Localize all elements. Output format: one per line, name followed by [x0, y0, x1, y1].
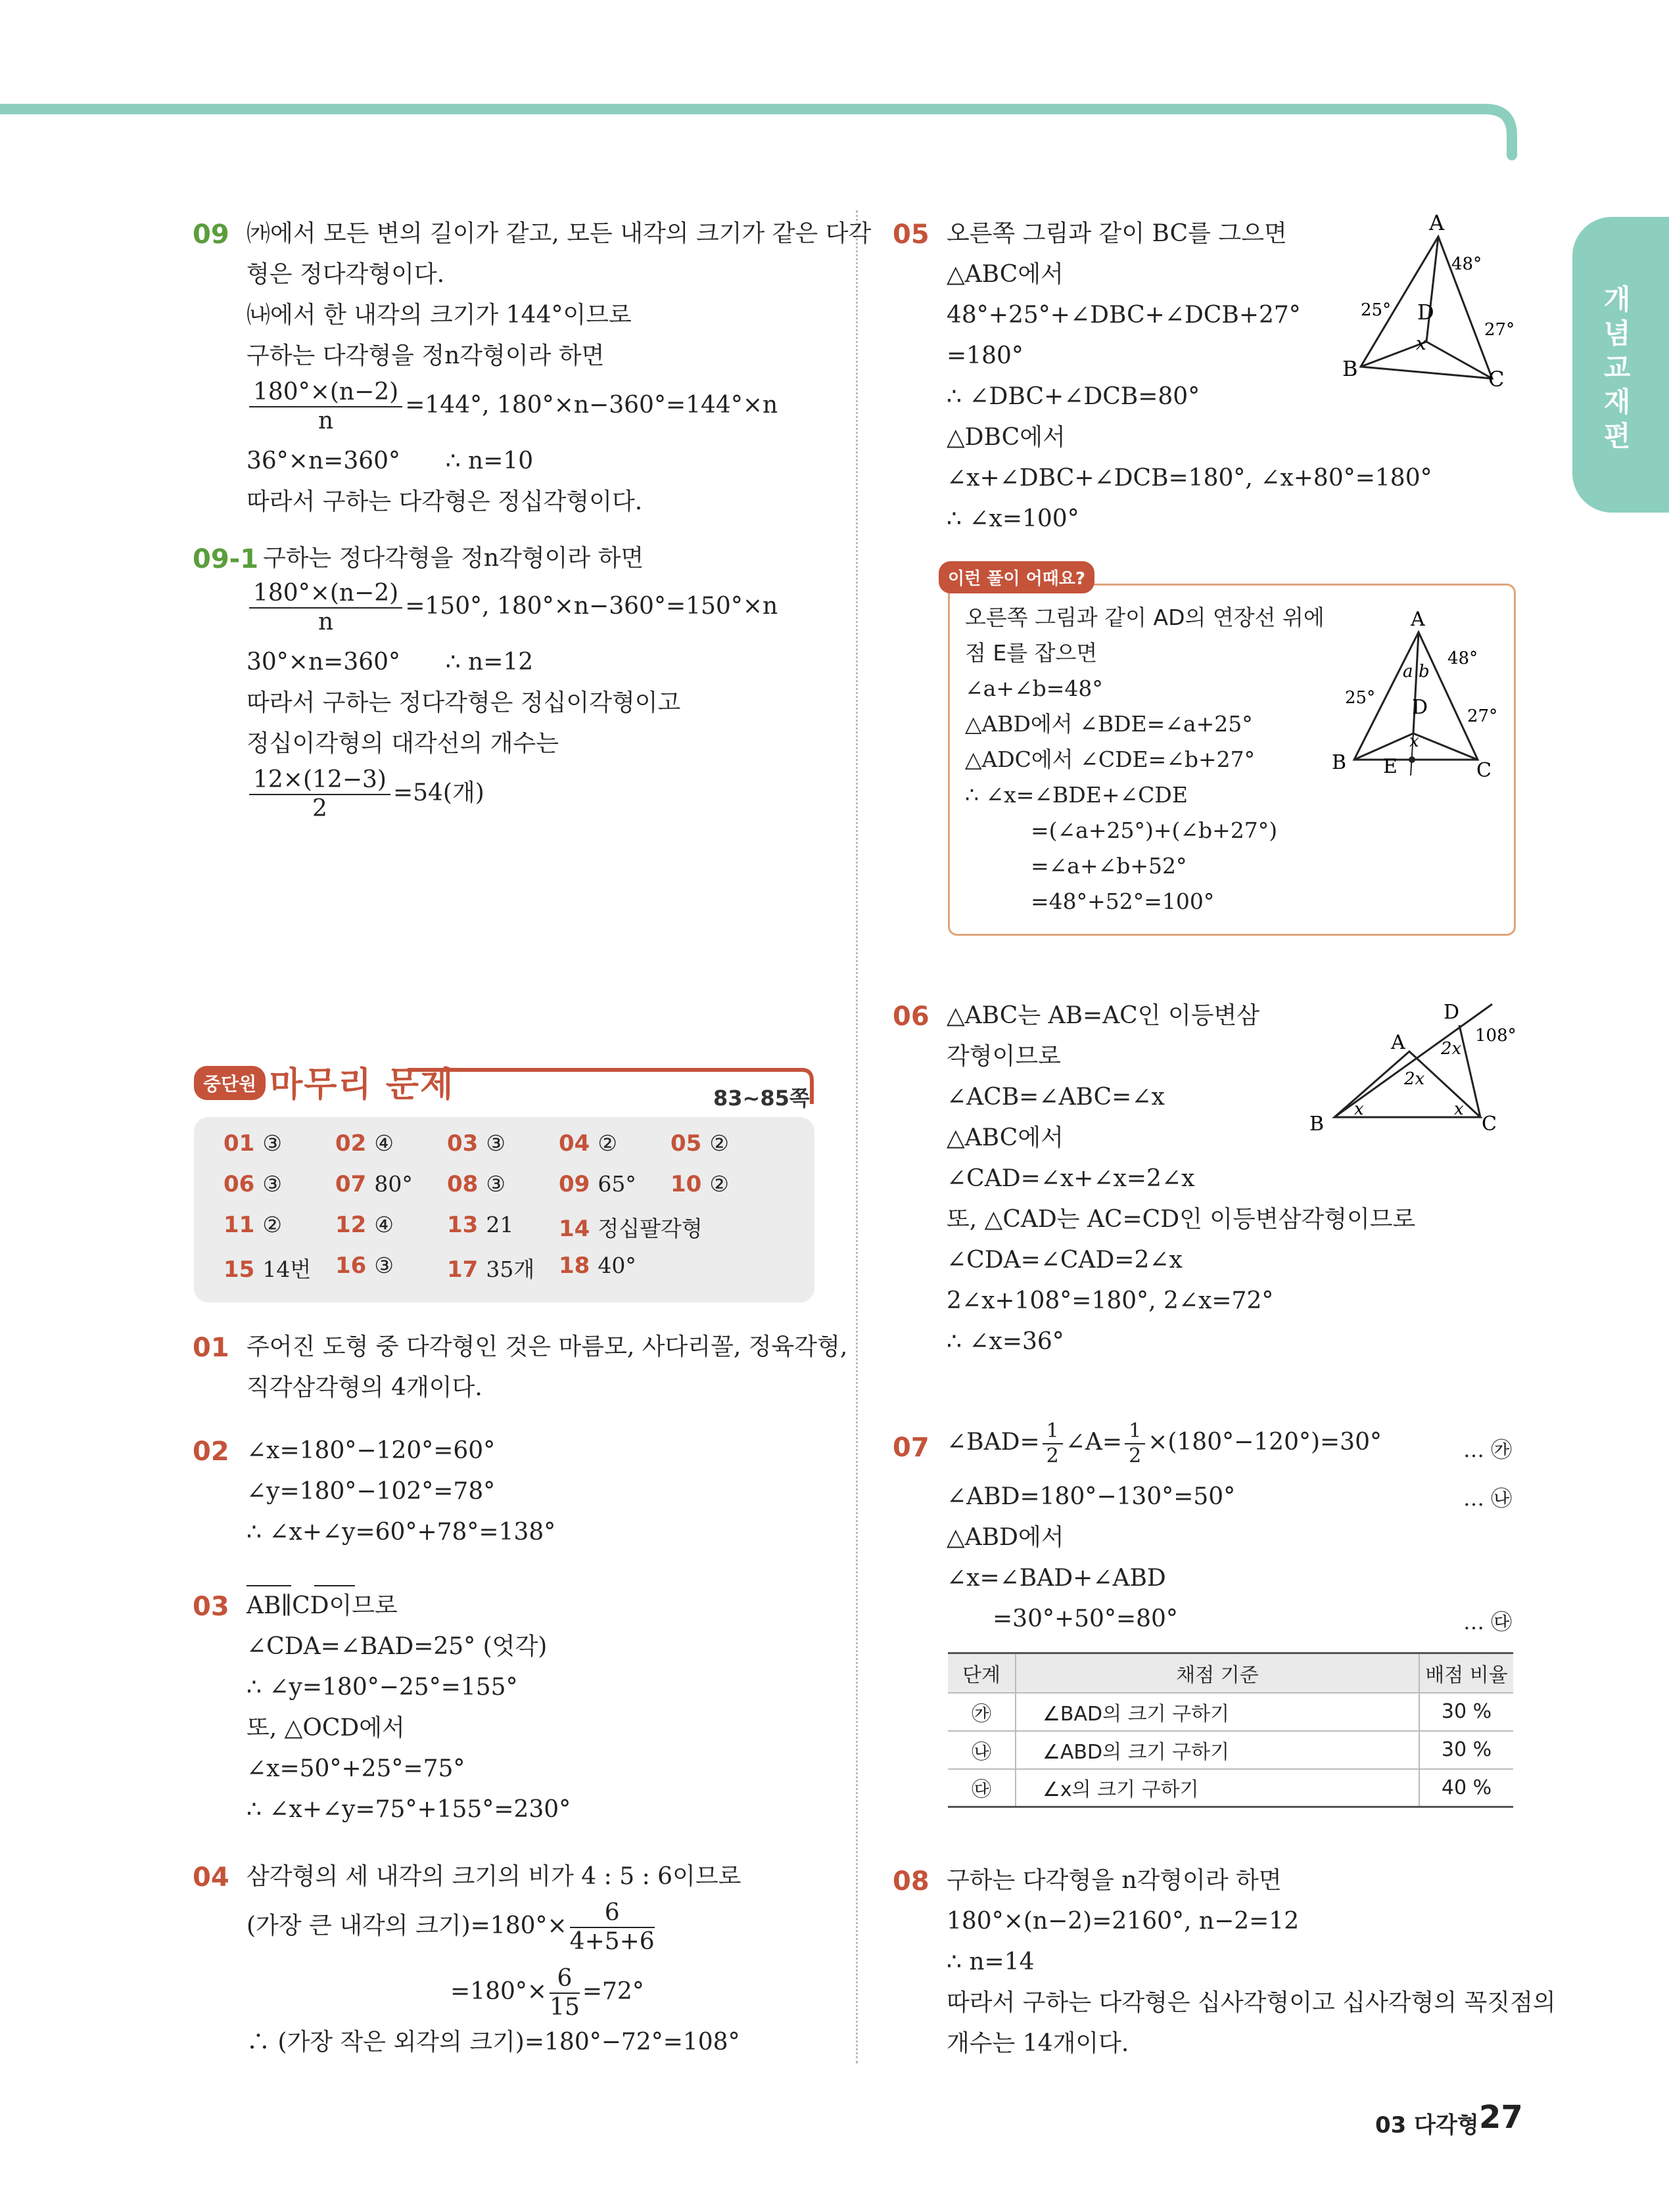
answer-value: ③ [262, 1130, 282, 1156]
fig05-angle-48: 48° [1451, 254, 1482, 274]
q05-line5: ∴ ∠DBC+∠DCB=80° [947, 383, 1200, 410]
answer-number: 17 [447, 1256, 479, 1283]
answer-item [223, 1212, 282, 1238]
header-bar [0, 99, 1525, 164]
answer-value: ③ [486, 1171, 505, 1197]
tip-line9: =48°+52°=100° [1031, 888, 1215, 914]
q05-line1: 오른쪽 그림과 같이 BC를 그으면 [947, 220, 1287, 247]
fig06-angle-cad: 2x [1404, 1069, 1425, 1089]
table-row [948, 1769, 1513, 1807]
q04-frac2-num: 6 [550, 1965, 580, 1994]
answer-item [335, 1253, 394, 1279]
figtip-label-c: C [1476, 759, 1492, 782]
q07-half1-num: 1 [1043, 1419, 1063, 1444]
p09-line2: 형은 정다각형이다. [247, 261, 445, 288]
answer-number: 13 [447, 1212, 479, 1238]
p09-fraction-eq [247, 379, 778, 435]
answer-value: ② [709, 1130, 729, 1156]
q07-half2-num: 1 [1125, 1419, 1145, 1444]
q05-line2: △ABC에서 [947, 261, 1064, 288]
column-divider [856, 210, 858, 2063]
figure-tip [1328, 605, 1505, 789]
answer-number: 09 [559, 1171, 590, 1197]
q04-line3-text: =180°× [450, 1978, 548, 2005]
answer-value: 80° [374, 1171, 413, 1197]
q07-line5: =30°+50°=80° [993, 1605, 1178, 1632]
answer-number: 02 [335, 1130, 367, 1157]
section-tab-label: 개념교재편 [1603, 283, 1631, 452]
q06-line9: ∴ ∠x=36° [947, 1328, 1064, 1355]
figtip-label-x: x [1409, 731, 1419, 751]
q03-line4: 또, △OCD에서 [247, 1715, 405, 1741]
scoring-ratio: 40 % [1441, 1776, 1492, 1799]
answer-value: 40° [598, 1253, 636, 1278]
q03-line6: ∴ ∠x+∠y=75°+155°=230° [247, 1796, 571, 1823]
q07-mark-1: … ㉮ [1463, 1437, 1513, 1462]
tip-line3: ∠a+∠b=48° [965, 676, 1103, 701]
answer-number: 18 [559, 1253, 590, 1279]
fig06-angle-108: 108° [1475, 1026, 1516, 1046]
scoring-step: ㉮ [948, 1693, 1016, 1731]
problem-01-number: 01 [193, 1333, 229, 1363]
answer-value: 35개 [486, 1256, 535, 1282]
q07-line1-b: ∠A= [1065, 1429, 1123, 1456]
answer-number: 12 [335, 1212, 367, 1238]
q05-line4: =180° [947, 342, 1023, 369]
q03-line2: ∠CDA=∠BAD=25° (엇각) [247, 1633, 548, 1660]
answer-number: 07 [335, 1171, 367, 1197]
figure-05 [1341, 210, 1551, 394]
figtip-angle-27: 27° [1467, 706, 1498, 726]
q06-line1: △ABC는 AB=AC인 이등변삼 [947, 1002, 1260, 1029]
answer-number: 06 [223, 1171, 255, 1197]
tip-line7: =(∠a+25°)+(∠b+27°) [1031, 818, 1278, 843]
fig06-angle-b-x: x [1354, 1099, 1364, 1119]
answer-item [559, 1130, 617, 1157]
scoring-step: ㉯ [948, 1731, 1016, 1769]
p091-frac2-num: 12×(12−3) [249, 766, 390, 795]
tip-line4: △ABD에서 ∠BDE=∠a+25° [965, 711, 1253, 737]
q04-line1: 삼각형의 세 내각의 크기의 비가 4 : 5 : 6이므로 [247, 1863, 741, 1890]
answer-number: 15 [223, 1256, 255, 1283]
answer-number: 16 [335, 1253, 367, 1279]
figtip-label-b-angle: b [1419, 662, 1430, 681]
fig05-label-x: x [1416, 333, 1426, 354]
fig06-label-c: C [1482, 1113, 1497, 1136]
answer-value: ② [709, 1171, 729, 1197]
fig06-label-d: D [1444, 1001, 1460, 1024]
tip-line6: ∴ ∠x=∠BDE+∠CDE [965, 782, 1188, 808]
q04-line2-text: (가장 큰 내각의 크기)=180°× [247, 1912, 567, 1939]
fig05-angle-25: 25° [1361, 300, 1392, 320]
answer-item [559, 1253, 636, 1279]
problem-09-number: 09 [193, 219, 229, 250]
answer-value: ④ [374, 1212, 394, 1237]
scoring-ratio: 30 % [1441, 1700, 1492, 1723]
figure-06 [1308, 999, 1538, 1143]
p09-line1: ㈎에서 모든 변의 길이가 같고, 모든 내각의 크기가 같은 다각 [247, 220, 872, 247]
figtip-label-a-angle: a [1403, 662, 1413, 681]
problem-09-1-number: 09-1 [193, 544, 259, 574]
q04-line3-result: =72° [582, 1978, 644, 2005]
table-row [948, 1693, 1513, 1731]
q07-line3: △ABD에서 [947, 1524, 1064, 1551]
q03-line3: ∴ ∠y=180°−25°=155° [247, 1674, 518, 1701]
page-number: 27 [1479, 2099, 1523, 2136]
q07-line1-a: ∠BAD= [947, 1429, 1040, 1456]
answer-number: 03 [447, 1130, 479, 1157]
q08-line1: 구하는 다각형을 n각형이라 하면 [947, 1867, 1282, 1894]
q08-line3: ∴ n=14 [947, 1948, 1035, 1975]
p09-line6: 따라서 구하는 다각형은 정십각형이다. [247, 488, 643, 515]
scoring-header-criteria: 채점 기준 [1016, 1653, 1419, 1693]
q07-mark-3: … ㉰ [1463, 1609, 1513, 1634]
q08-line5: 개수는 14개이다. [947, 2030, 1129, 2057]
problem-06-number: 06 [893, 1002, 929, 1032]
q06-line7: ∠CDA=∠CAD=2∠x [947, 1247, 1183, 1274]
q04-line2 [247, 1899, 657, 1956]
q07-line1 [947, 1419, 1382, 1468]
problem-05-number: 05 [893, 219, 929, 250]
review-badge: 중단원 [194, 1066, 266, 1100]
scoring-criteria: ∠x의 크기 구하기 [1016, 1769, 1419, 1807]
p091-frac-den: n [318, 609, 334, 635]
q08-line2: 180°×(n−2)=2160°, n−2=12 [947, 1908, 1300, 1935]
answer-number: 14 [559, 1216, 590, 1242]
p091-frac2-rest: =54(개) [392, 779, 484, 806]
fig06-angle-cda: 2x [1441, 1039, 1462, 1059]
scoring-criteria: ∠ABD의 크기 구하기 [1016, 1731, 1419, 1769]
q05-line3: 48°+25°+∠DBC+∠DCB+27° [947, 302, 1301, 329]
q02-line3: ∴ ∠x+∠y=60°+78°=138° [247, 1519, 556, 1546]
answer-item [559, 1171, 636, 1197]
problem-07-number: 07 [893, 1433, 929, 1463]
p091-frac-num: 180°×(n−2) [249, 580, 402, 609]
p09-frac-num: 180°×(n−2) [249, 379, 402, 407]
q05-line7: ∠x+∠DBC+∠DCB=180°, ∠x+80°=180° [947, 465, 1432, 492]
q04-frac1-den: 4+5+6 [569, 1928, 655, 1955]
answer-number: 05 [670, 1130, 702, 1157]
q07-line1-c: ×(180°−120°)=30° [1148, 1429, 1382, 1456]
answer-number: 11 [223, 1212, 255, 1238]
figtip-label-b: B [1332, 751, 1347, 774]
q03-arrow-ab [247, 1585, 291, 1586]
p091-frac-rest: =150°, 180°×n−360°=150°×n [405, 593, 778, 620]
fig06-label-b: B [1309, 1113, 1325, 1136]
answer-item [335, 1171, 413, 1197]
figtip-label-e: E [1383, 755, 1398, 778]
q03-line5: ∠x=50°+25°=75° [247, 1755, 465, 1782]
review-title: 마무리 문제 [270, 1065, 455, 1105]
answer-value: ③ [486, 1130, 505, 1156]
answer-item [447, 1253, 534, 1283]
p091-fraction2-eq [247, 766, 484, 823]
p09-frac-den: n [318, 407, 334, 434]
p09-frac-rest: =144°, 180°×n−360°=144°×n [405, 392, 778, 419]
answer-item [670, 1130, 729, 1157]
tip-tag: 이런 풀이 어때요? [939, 561, 1094, 593]
q07-line4: ∠x=∠BAD+∠ABD [947, 1565, 1166, 1592]
scoring-header-ratio: 배점 비율 [1425, 1663, 1508, 1687]
q04-frac2-den: 15 [550, 1994, 580, 2021]
q03-arrow-cd [314, 1585, 355, 1586]
answer-value: ④ [374, 1130, 394, 1156]
fig06-angle-c-x: x [1454, 1099, 1464, 1119]
q06-line8: 2∠x+108°=180°, 2∠x=72° [947, 1287, 1274, 1314]
answer-value: ③ [374, 1253, 394, 1278]
problem-03-number: 03 [193, 1592, 229, 1622]
p09-line5: 36°×n=360° ∴ n=10 [247, 448, 534, 474]
p091-line1: 구하는 정다각형을 정n각형이라 하면 [263, 545, 644, 572]
answer-number: 10 [670, 1171, 702, 1197]
q01-line2: 직각삼각형의 4개이다. [247, 1374, 482, 1401]
answer-item [447, 1171, 505, 1197]
q06-line5: ∠CAD=∠x+∠x=2∠x [947, 1165, 1195, 1192]
p091-frac2-den: 2 [312, 795, 327, 822]
answer-value: 14번 [262, 1256, 312, 1282]
q02-line1: ∠x=180°−120°=60° [247, 1437, 496, 1464]
q01-line1: 주어진 도형 중 다각형인 것은 마름모, 사다리꼴, 정육각형, [247, 1333, 848, 1360]
q07-mark-2: … ㉯ [1463, 1486, 1513, 1511]
q04-frac1-num: 6 [570, 1899, 655, 1928]
answer-value: ② [598, 1130, 617, 1156]
scoring-header-step: 단계 [948, 1653, 1016, 1693]
footer-chapter: 03 다각형 [1375, 2112, 1479, 2138]
q05-line6: △DBC에서 [947, 424, 1066, 451]
problem-08-number: 08 [893, 1866, 929, 1897]
p091-line4: 따라서 구하는 정다각형은 정십이각형이고 [247, 689, 681, 716]
figtip-label-d: D [1412, 696, 1428, 719]
q06-line4: △ABC에서 [947, 1124, 1064, 1151]
fig05-angle-27: 27° [1484, 320, 1515, 340]
answer-number: 01 [223, 1130, 255, 1157]
answer-value: 65° [598, 1171, 636, 1197]
tip-line8: =∠a+∠b+52° [1031, 853, 1187, 879]
p09-line4: 구하는 다각형을 정n각형이라 하면 [247, 342, 605, 369]
fig05-label-c: C [1488, 367, 1505, 392]
q04-line3 [450, 1965, 644, 2021]
answer-item [670, 1171, 729, 1197]
q06-line6: 또, △CAD는 AC=CD인 이등변삼각형이므로 [947, 1206, 1416, 1233]
q04-line4: ∴ (가장 작은 외각의 크기)=180°−72°=108° [247, 2029, 740, 2056]
answer-item [223, 1171, 282, 1197]
problem-02-number: 02 [193, 1437, 229, 1467]
answer-value: ② [262, 1212, 282, 1237]
fig05-label-d: D [1417, 300, 1434, 325]
review-pages: 83~85쪽 [713, 1086, 810, 1111]
table-row [948, 1731, 1513, 1769]
figtip-label-a: A [1411, 608, 1425, 631]
figtip-angle-25: 25° [1345, 688, 1376, 708]
answer-item [447, 1212, 513, 1238]
answer-number: 08 [447, 1171, 479, 1197]
fig05-label-b: B [1342, 356, 1358, 381]
q07-half2-den: 2 [1129, 1444, 1142, 1467]
tip-line1: 오른쪽 그림과 같이 AD의 연장선 위에 [965, 605, 1325, 630]
q06-line2: 각형이므로 [947, 1043, 1061, 1070]
q07-line2: ∠ABD=180°−130°=50° [947, 1483, 1236, 1510]
q02-line2: ∠y=180°−102°=78° [247, 1478, 496, 1505]
answer-item [447, 1130, 505, 1157]
q05-line8: ∴ ∠x=100° [947, 505, 1079, 532]
answer-item [335, 1130, 394, 1157]
answer-number: 04 [559, 1130, 590, 1157]
q03-line1: AB∥CD이므로 [247, 1592, 398, 1619]
answer-value: ③ [262, 1171, 282, 1197]
answer-value: 정십팔각형 [598, 1216, 703, 1241]
problem-04-number: 04 [193, 1862, 229, 1893]
answer-value: 21 [486, 1212, 514, 1237]
scoring-table [948, 1652, 1513, 1808]
answer-item [223, 1253, 311, 1283]
p091-fraction-eq [247, 580, 778, 636]
fig05-label-a: A [1429, 210, 1445, 235]
figtip-angle-48: 48° [1447, 649, 1478, 668]
fig06-label-a: A [1391, 1031, 1405, 1054]
answer-item [335, 1212, 394, 1238]
scoring-criteria: ∠BAD의 크기 구하기 [1016, 1693, 1419, 1731]
scoring-step: ㉰ [948, 1769, 1016, 1807]
p091-line3: 30°×n=360° ∴ n=12 [247, 649, 534, 676]
tip-line5: △ADC에서 ∠CDE=∠b+27° [965, 747, 1256, 772]
answer-item [559, 1212, 703, 1243]
p09-line3: ㈏에서 한 내각의 크기가 144°이므로 [247, 302, 632, 329]
scoring-ratio: 30 % [1441, 1738, 1492, 1761]
q08-line4: 따라서 구하는 다각형은 십사각형이고 십사각형의 꼭짓점의 [947, 1989, 1556, 2016]
tip-line2: 점 E를 잡으면 [965, 640, 1098, 666]
q06-line3: ∠ACB=∠ABC=∠x [947, 1084, 1165, 1111]
p091-line5: 정십이각형의 대각선의 개수는 [247, 730, 559, 757]
q07-half1-den: 2 [1046, 1444, 1059, 1467]
answer-item [223, 1130, 282, 1157]
